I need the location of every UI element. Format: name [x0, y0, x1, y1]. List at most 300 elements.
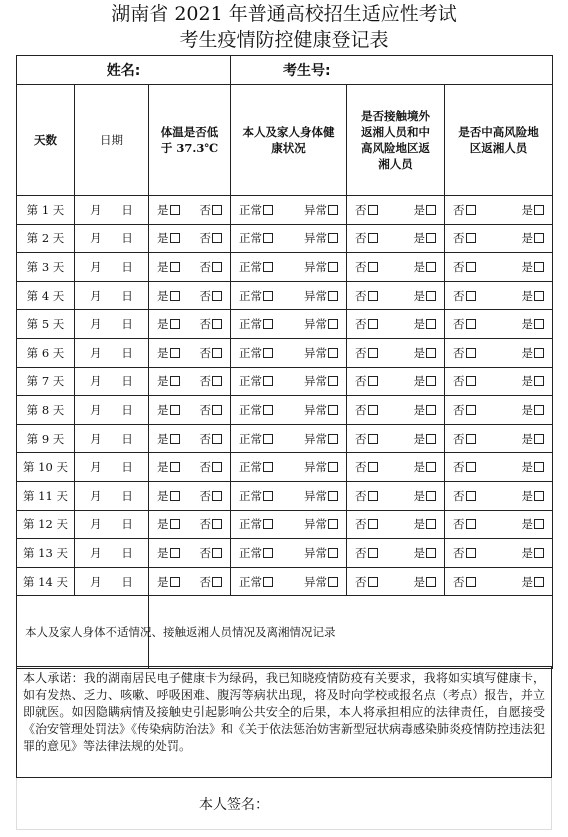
contact-yes-option-label: 是: [413, 288, 426, 303]
checkbox-icon: [466, 233, 476, 243]
checkbox-icon: [263, 319, 273, 329]
return-no-option[interactable]: [453, 316, 476, 332]
contact-no-option-label: 否: [355, 202, 367, 217]
health-normal-option[interactable]: [239, 459, 273, 475]
table-row: [17, 367, 553, 396]
temp-no-option-label: 否: [199, 488, 212, 503]
temp-yes-option[interactable]: [157, 459, 180, 475]
temp-no-option-label: 否: [199, 460, 212, 475]
table-row: [17, 310, 553, 339]
day-cell: 第 7 天: [17, 367, 75, 396]
temp-no-option[interactable]: [200, 230, 223, 246]
checkbox-icon: [263, 348, 273, 358]
day-cell: 第 13 天: [17, 539, 75, 568]
health-abnormal-option[interactable]: [304, 574, 338, 590]
temp-yes-option-label: 是: [157, 259, 169, 274]
return-no-option[interactable]: [453, 345, 476, 361]
contact-no-option-label: 否: [355, 460, 367, 475]
return-yes-option[interactable]: [522, 316, 545, 332]
return-no-option-label: 否: [453, 402, 465, 417]
table-row: [17, 567, 553, 596]
health-abnormal-option-label: 异常: [304, 460, 328, 475]
health-normal-option[interactable]: [239, 288, 273, 304]
return-no-option[interactable]: [453, 288, 476, 304]
checkbox-icon: [212, 319, 222, 329]
return-yes-option[interactable]: [522, 345, 545, 361]
return-cell: [445, 253, 553, 282]
contact-yes-option[interactable]: [414, 259, 437, 275]
contact-no-option-label: 否: [355, 317, 367, 332]
checkbox-icon: [170, 233, 180, 243]
checkbox-icon: [263, 233, 273, 243]
health-normal-option[interactable]: [239, 488, 273, 504]
checkbox-icon: [368, 319, 378, 329]
checkbox-icon: [426, 548, 436, 558]
health-cell: [231, 539, 347, 568]
date-field[interactable]: 月 日: [75, 310, 149, 339]
temp-no-option[interactable]: [200, 202, 223, 218]
checkbox-icon: [426, 577, 436, 587]
health-normal-option-label: 正常: [239, 517, 263, 532]
health-abnormal-option[interactable]: [304, 373, 338, 389]
contact-cell: [347, 367, 445, 396]
health-abnormal-option[interactable]: [304, 230, 338, 246]
contact-cell: [347, 453, 445, 482]
return-cell: [445, 424, 553, 453]
table-row: [17, 539, 553, 568]
contact-yes-option[interactable]: [414, 316, 437, 332]
date-field[interactable]: 月 日: [75, 424, 149, 453]
contact-no-option[interactable]: [355, 545, 378, 561]
health-cell: [231, 396, 347, 425]
contact-yes-option[interactable]: [414, 431, 437, 447]
checkbox-icon: [212, 434, 222, 444]
date-field[interactable]: 月 日: [75, 481, 149, 510]
contact-yes-option[interactable]: [414, 574, 437, 590]
day-cell: 第 10 天: [17, 453, 75, 482]
health-normal-option[interactable]: [239, 230, 273, 246]
health-cell: [231, 567, 347, 596]
temp-yes-option[interactable]: [157, 431, 180, 447]
checkbox-icon: [466, 376, 476, 386]
contact-yes-option-label: 是: [413, 374, 426, 389]
health-abnormal-option-label: 异常: [304, 202, 328, 217]
health-normal-option[interactable]: [239, 345, 273, 361]
temp-no-option[interactable]: [200, 488, 223, 504]
table-row: [17, 424, 553, 453]
checkbox-icon: [212, 291, 222, 301]
health-cell: [231, 510, 347, 539]
health-normal-option[interactable]: [239, 373, 273, 389]
health-abnormal-option-label: 异常: [304, 431, 328, 446]
health-normal-option-label: 正常: [239, 345, 263, 360]
health-cell: [231, 224, 347, 253]
contact-yes-option[interactable]: [414, 402, 437, 418]
checkbox-icon: [466, 577, 476, 587]
temp-yes-option[interactable]: [157, 316, 180, 332]
temp-no-option[interactable]: [200, 431, 223, 447]
contact-yes-option[interactable]: [414, 545, 437, 561]
checkbox-icon: [368, 405, 378, 415]
table-row: [17, 224, 553, 253]
temp-yes-option[interactable]: [157, 488, 180, 504]
return-yes-option[interactable]: [522, 488, 545, 504]
day-cell: 第 3 天: [17, 253, 75, 282]
temp-no-option-label: 否: [199, 431, 212, 446]
checkbox-icon: [263, 577, 273, 587]
health-abnormal-option[interactable]: [304, 202, 338, 218]
return-cell: [445, 281, 553, 310]
temp-yes-option-label: 是: [157, 288, 169, 303]
return-cell: [445, 196, 553, 225]
name-field[interactable]: [17, 56, 231, 85]
date-field[interactable]: 月 日: [75, 539, 149, 568]
return-yes-option[interactable]: [522, 259, 545, 275]
checkbox-icon: [368, 434, 378, 444]
checkbox-icon: [368, 205, 378, 215]
contact-cell: [347, 196, 445, 225]
health-registration-table: [16, 55, 553, 669]
day-cell: 第 11 天: [17, 481, 75, 510]
signature-field[interactable]: 本人签名：: [199, 797, 269, 813]
contact-yes-option[interactable]: [414, 488, 437, 504]
contact-no-option-label: 否: [355, 488, 367, 503]
return-yes-option[interactable]: [522, 288, 545, 304]
health-normal-option[interactable]: [239, 259, 273, 275]
day-cell: 第 8 天: [17, 396, 75, 425]
contact-no-option[interactable]: [355, 288, 378, 304]
return-no-option[interactable]: [453, 459, 476, 475]
temp-yes-option[interactable]: [157, 202, 180, 218]
return-yes-option-label: 是: [521, 431, 534, 446]
temp-no-option-label: 否: [199, 545, 212, 560]
checkbox-icon: [368, 291, 378, 301]
return-cell: [445, 396, 553, 425]
return-yes-option[interactable]: [522, 516, 545, 532]
checkbox-icon: [534, 348, 544, 358]
checkbox-icon: [170, 376, 180, 386]
checkbox-icon: [466, 205, 476, 215]
checkbox-icon: [426, 319, 436, 329]
checkbox-icon: [328, 462, 338, 472]
contact-no-option-label: 否: [355, 374, 367, 389]
checkbox-icon: [368, 262, 378, 272]
contact-cell: [347, 510, 445, 539]
temp-no-option[interactable]: [200, 402, 223, 418]
contact-no-option-label: 否: [355, 231, 367, 246]
temp-no-option[interactable]: [200, 288, 223, 304]
checkbox-icon: [212, 233, 222, 243]
temp-no-option[interactable]: [200, 574, 223, 590]
contact-yes-option[interactable]: [414, 288, 437, 304]
checkbox-icon: [466, 548, 476, 558]
return-yes-option[interactable]: [522, 373, 545, 389]
header-date: 日期: [75, 85, 149, 196]
exam-number-label: 考生号:: [283, 63, 331, 79]
contact-cell: [347, 481, 445, 510]
contact-yes-option-label: 是: [413, 431, 426, 446]
temp-no-option-label: 否: [199, 402, 212, 417]
contact-no-option[interactable]: [355, 431, 378, 447]
contact-no-option[interactable]: [355, 459, 378, 475]
temperature-cell: [149, 539, 231, 568]
table-row: [17, 253, 553, 282]
return-no-option[interactable]: [453, 545, 476, 561]
contact-cell: [347, 424, 445, 453]
temperature-cell: [149, 510, 231, 539]
health-cell: [231, 453, 347, 482]
temp-no-option-label: 否: [199, 317, 212, 332]
checkbox-icon: [212, 348, 222, 358]
contact-no-option[interactable]: [355, 230, 378, 246]
health-abnormal-option[interactable]: [304, 259, 338, 275]
contact-yes-option[interactable]: [414, 345, 437, 361]
checkbox-icon: [263, 376, 273, 386]
temp-no-option[interactable]: [200, 459, 223, 475]
return-cell: [445, 367, 553, 396]
return-yes-option-label: 是: [521, 288, 534, 303]
contact-cell: [347, 567, 445, 596]
temp-yes-option[interactable]: [157, 288, 180, 304]
temp-yes-option-label: 是: [157, 431, 169, 446]
health-abnormal-option[interactable]: [304, 288, 338, 304]
contact-yes-option[interactable]: [414, 230, 437, 246]
contact-yes-option[interactable]: [414, 202, 437, 218]
contact-yes-option[interactable]: [414, 459, 437, 475]
temp-yes-option[interactable]: [157, 574, 180, 590]
checkbox-icon: [426, 291, 436, 301]
temp-yes-option-label: 是: [157, 345, 169, 360]
contact-no-option[interactable]: [355, 259, 378, 275]
return-no-option-label: 否: [453, 517, 465, 532]
temp-no-option-label: 否: [199, 517, 212, 532]
temp-no-option[interactable]: [200, 516, 223, 532]
checkbox-icon: [368, 519, 378, 529]
temp-no-option[interactable]: [200, 259, 223, 275]
return-cell: [445, 510, 553, 539]
return-no-option[interactable]: [453, 230, 476, 246]
checkbox-icon: [328, 405, 338, 415]
return-yes-option[interactable]: [522, 545, 545, 561]
return-no-option[interactable]: [453, 431, 476, 447]
checkbox-icon: [368, 376, 378, 386]
checkbox-icon: [534, 291, 544, 301]
return-yes-option-label: 是: [521, 345, 534, 360]
return-no-option[interactable]: [453, 259, 476, 275]
checkbox-icon: [534, 434, 544, 444]
return-no-option[interactable]: [453, 373, 476, 389]
health-normal-option[interactable]: [239, 402, 273, 418]
health-normal-option[interactable]: [239, 202, 273, 218]
return-no-option-label: 否: [453, 317, 465, 332]
health-normal-option[interactable]: [239, 431, 273, 447]
date-field[interactable]: 月 日: [75, 196, 149, 225]
return-yes-option[interactable]: [522, 431, 545, 447]
health-normal-option[interactable]: [239, 545, 273, 561]
contact-cell: [347, 253, 445, 282]
health-abnormal-option[interactable]: [304, 345, 338, 361]
temp-no-option[interactable]: [200, 373, 223, 389]
date-field[interactable]: 月 日: [75, 338, 149, 367]
checkbox-icon: [212, 405, 222, 415]
temp-no-option[interactable]: [200, 545, 223, 561]
checkbox-icon: [263, 434, 273, 444]
date-field[interactable]: 月 日: [75, 224, 149, 253]
return-yes-option-label: 是: [521, 317, 534, 332]
temp-yes-option[interactable]: [157, 259, 180, 275]
return-no-option[interactable]: [453, 202, 476, 218]
checkbox-icon: [170, 462, 180, 472]
return-yes-option-label: 是: [521, 231, 534, 246]
health-abnormal-option[interactable]: [304, 431, 338, 447]
return-yes-option[interactable]: [522, 230, 545, 246]
contact-yes-option-label: 是: [413, 517, 426, 532]
checkbox-icon: [328, 262, 338, 272]
header-row: [17, 85, 553, 196]
contact-no-option[interactable]: [355, 402, 378, 418]
contact-no-option-label: 否: [355, 431, 367, 446]
health-abnormal-option[interactable]: [304, 488, 338, 504]
checkbox-icon: [170, 291, 180, 301]
health-abnormal-option[interactable]: [304, 545, 338, 561]
date-field[interactable]: 月 日: [75, 567, 149, 596]
checkbox-icon: [263, 405, 273, 415]
health-abnormal-option-label: 异常: [304, 517, 328, 532]
health-abnormal-option-label: 异常: [304, 488, 328, 503]
temp-yes-option[interactable]: [157, 545, 180, 561]
health-normal-option-label: 正常: [239, 488, 263, 503]
contact-yes-option-label: 是: [413, 259, 426, 274]
table-row: [17, 453, 553, 482]
contact-no-option[interactable]: [355, 574, 378, 590]
checkbox-icon: [170, 262, 180, 272]
header-contact: 是否接触境外返湘人员和中高风险地区返湘人员: [347, 85, 445, 196]
date-field[interactable]: 月 日: [75, 396, 149, 425]
table-row: [17, 338, 553, 367]
health-normal-option-label: 正常: [239, 402, 263, 417]
return-no-option[interactable]: [453, 488, 476, 504]
return-cell: [445, 481, 553, 510]
temperature-cell: [149, 367, 231, 396]
contact-no-option[interactable]: [355, 202, 378, 218]
return-yes-option[interactable]: [522, 202, 545, 218]
temp-no-option[interactable]: [200, 345, 223, 361]
checkbox-icon: [263, 462, 273, 472]
temp-yes-option[interactable]: [157, 516, 180, 532]
return-yes-option[interactable]: [522, 459, 545, 475]
health-normal-option[interactable]: [239, 574, 273, 590]
contact-yes-option-label: 是: [413, 345, 426, 360]
temp-no-option-label: 否: [199, 288, 212, 303]
contact-yes-option-label: 是: [413, 231, 426, 246]
checkbox-icon: [426, 462, 436, 472]
health-cell: [231, 310, 347, 339]
health-cell: [231, 196, 347, 225]
health-abnormal-option[interactable]: [304, 516, 338, 532]
return-cell: [445, 224, 553, 253]
return-yes-option-label: 是: [521, 517, 534, 532]
health-normal-option[interactable]: [239, 516, 273, 532]
date-field[interactable]: 月 日: [75, 367, 149, 396]
return-no-option-label: 否: [453, 202, 465, 217]
checkbox-icon: [534, 577, 544, 587]
contact-yes-option[interactable]: [414, 373, 437, 389]
return-yes-option[interactable]: [522, 402, 545, 418]
checkbox-icon: [170, 319, 180, 329]
return-no-option-label: 否: [453, 288, 465, 303]
table-row: [17, 510, 553, 539]
checkbox-icon: [328, 376, 338, 386]
date-field[interactable]: 月 日: [75, 253, 149, 282]
health-abnormal-option[interactable]: [304, 316, 338, 332]
contact-cell: [347, 224, 445, 253]
return-no-option-label: 否: [453, 231, 465, 246]
contact-no-option[interactable]: [355, 373, 378, 389]
contact-no-option[interactable]: [355, 345, 378, 361]
health-normal-option-label: 正常: [239, 574, 263, 589]
contact-no-option[interactable]: [355, 516, 378, 532]
temp-yes-option[interactable]: [157, 373, 180, 389]
temp-no-option-label: 否: [199, 345, 212, 360]
temp-yes-option[interactable]: [157, 402, 180, 418]
contact-yes-option-label: 是: [413, 574, 426, 589]
return-no-option[interactable]: [453, 402, 476, 418]
contact-yes-option-label: 是: [413, 402, 426, 417]
contact-no-option-label: 否: [355, 259, 367, 274]
date-field[interactable]: 月 日: [75, 281, 149, 310]
contact-no-option-label: 否: [355, 402, 367, 417]
temp-no-option-label: 否: [199, 574, 212, 589]
date-field[interactable]: 月 日: [75, 510, 149, 539]
checkbox-icon: [328, 434, 338, 444]
checkbox-icon: [170, 205, 180, 215]
checkbox-icon: [328, 233, 338, 243]
health-abnormal-option[interactable]: [304, 402, 338, 418]
contact-yes-option[interactable]: [414, 516, 437, 532]
checkbox-icon: [212, 376, 222, 386]
exam-number-field[interactable]: [231, 56, 553, 85]
checkbox-icon: [368, 348, 378, 358]
temp-yes-option[interactable]: [157, 230, 180, 246]
return-cell: [445, 539, 553, 568]
return-no-option-label: 否: [453, 374, 465, 389]
temp-yes-option-label: 是: [157, 202, 169, 217]
health-abnormal-option-label: 异常: [304, 574, 328, 589]
temp-no-option[interactable]: [200, 316, 223, 332]
date-field[interactable]: 月 日: [75, 453, 149, 482]
checkbox-icon: [212, 205, 222, 215]
return-no-option[interactable]: [453, 516, 476, 532]
contact-no-option[interactable]: [355, 316, 378, 332]
contact-no-option[interactable]: [355, 488, 378, 504]
return-yes-option[interactable]: [522, 574, 545, 590]
health-abnormal-option[interactable]: [304, 459, 338, 475]
checkbox-icon: [170, 548, 180, 558]
checkbox-icon: [466, 405, 476, 415]
temp-yes-option[interactable]: [157, 345, 180, 361]
health-cell: [231, 481, 347, 510]
health-normal-option[interactable]: [239, 316, 273, 332]
checkbox-icon: [328, 577, 338, 587]
checkbox-icon: [368, 577, 378, 587]
checkbox-icon: [534, 233, 544, 243]
checkbox-icon: [466, 462, 476, 472]
day-cell: 第 5 天: [17, 310, 75, 339]
checkbox-icon: [328, 548, 338, 558]
temperature-cell: [149, 453, 231, 482]
contact-no-option-label: 否: [355, 288, 367, 303]
return-no-option[interactable]: [453, 574, 476, 590]
